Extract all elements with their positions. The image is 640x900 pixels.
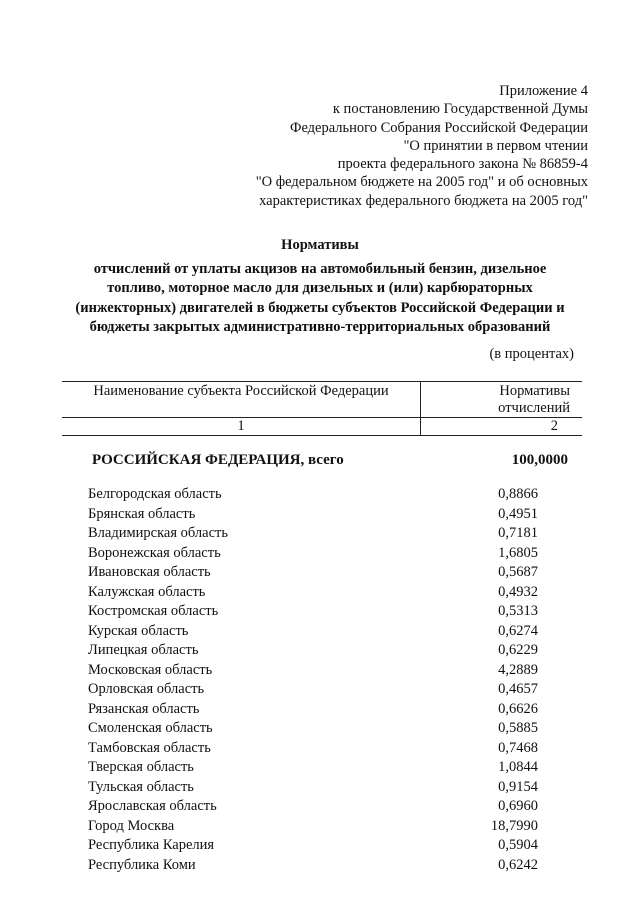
table-row: [88, 700, 538, 720]
table-row: [88, 817, 538, 837]
region-name: Смоленская область: [88, 720, 213, 736]
title-line: Нормативы: [281, 237, 359, 253]
table-row: [88, 544, 538, 564]
region-name: Белгородская область: [88, 486, 222, 502]
region-name: Город Москва: [88, 817, 175, 834]
annex-line: "О принятии в первом чтении: [403, 137, 588, 154]
table-row: [88, 719, 538, 739]
region-name: Костромская область: [88, 603, 219, 619]
region-name: Московская область: [88, 661, 213, 678]
col1-header: Наименование субъекта Российской Федерации: [62, 382, 421, 418]
title-line: (инжекторных) двигателей в бюджеты субъектов Российской Федерации и: [75, 299, 565, 316]
region-name: Тульская область: [88, 778, 194, 795]
region-name: Тверская область: [88, 759, 194, 775]
region-name: Ивановская область: [88, 564, 211, 580]
region-value: 0,6626: [498, 700, 538, 717]
table-row: [88, 583, 538, 603]
table-row: [88, 739, 538, 759]
region-value: 0,8866: [498, 486, 538, 502]
region-value: 0,6274: [498, 622, 538, 639]
table-row: [88, 836, 538, 856]
table-row: [88, 524, 538, 544]
table-row: [88, 505, 538, 525]
col1-number: 1: [62, 418, 421, 436]
title-line: бюджеты закрытых административно-территориальных образований: [89, 319, 551, 335]
title-line: отчислений от уплаты акцизов на автомобильный бензин, дизельное: [93, 260, 547, 277]
annex-line: Федерального Собрания Российской Федерации: [289, 119, 588, 136]
table-row: [88, 856, 538, 876]
region-name: Воронежская область: [88, 544, 221, 561]
region-value: 1,0844: [498, 759, 538, 775]
total-name: РОССИЙСКАЯ ФЕДЕРАЦИЯ, всего: [92, 452, 344, 468]
region-value: 0,5885: [498, 720, 538, 736]
region-name: Липецкая область: [88, 642, 199, 658]
region-value: 0,6960: [498, 798, 538, 814]
table-row: [88, 563, 538, 583]
region-value: 1,6805: [498, 544, 538, 561]
total-value: 100,0000: [511, 452, 568, 468]
region-name: Владимирская область: [88, 525, 228, 541]
region-value: 0,4932: [498, 583, 538, 600]
region-name: Калужская область: [88, 583, 206, 600]
annex-line: "О федеральном бюджете на 2005 год" и об основных: [255, 174, 588, 191]
table-header: [62, 381, 582, 436]
annex-line: характеристиках федерального бюджета на 2005 год": [259, 192, 588, 209]
annex-line: проекта федерального закона № 86859-4: [337, 156, 588, 173]
annex-header: [256, 82, 588, 210]
table-row: [88, 797, 538, 817]
table-body: [88, 485, 538, 875]
region-name: Республика Коми: [88, 856, 196, 873]
region-name: Курская область: [88, 622, 189, 639]
col2-number: 2: [421, 418, 583, 436]
table-row: [88, 602, 538, 622]
region-name: Брянская область: [88, 505, 196, 522]
region-value: 0,5313: [498, 603, 538, 619]
region-value: 0,6242: [498, 856, 538, 873]
table-row: [88, 485, 538, 505]
col2-header: [421, 382, 583, 418]
region-value: 0,6229: [498, 642, 538, 658]
table-row: [88, 680, 538, 700]
table-row: [88, 641, 538, 661]
region-name: Республика Карелия: [88, 837, 215, 853]
col2-header-line: Нормативы: [499, 383, 570, 399]
region-value: 0,4951: [498, 505, 538, 522]
region-value: 0,7181: [498, 525, 538, 541]
region-value: 0,9154: [498, 778, 538, 795]
col2-header-line: отчислений: [498, 400, 570, 416]
region-value: 18,7990: [490, 817, 538, 834]
document-title: [40, 236, 600, 338]
region-value: 0,4657: [498, 681, 538, 697]
total-row: [92, 452, 568, 469]
region-value: 4,2889: [498, 661, 538, 678]
region-name: Тамбовская область: [88, 739, 211, 756]
units-label: (в процентах): [489, 346, 574, 362]
region-value: 0,5904: [498, 837, 538, 853]
title-line: топливо, моторное масло для дизельных и (или) карбюраторных: [107, 280, 533, 296]
region-name: Рязанская область: [88, 700, 200, 717]
table-row: [88, 661, 538, 681]
annex-line: Приложение 4: [499, 83, 588, 99]
region-name: Ярославская область: [88, 798, 217, 814]
region-value: 0,5687: [498, 564, 538, 580]
region-name: Орловская область: [88, 681, 205, 697]
table-row: [88, 622, 538, 642]
region-value: 0,7468: [498, 739, 538, 756]
annex-line: к постановлению Государственной Думы: [332, 101, 588, 118]
table-row: [88, 778, 538, 798]
table-row: [88, 758, 538, 778]
